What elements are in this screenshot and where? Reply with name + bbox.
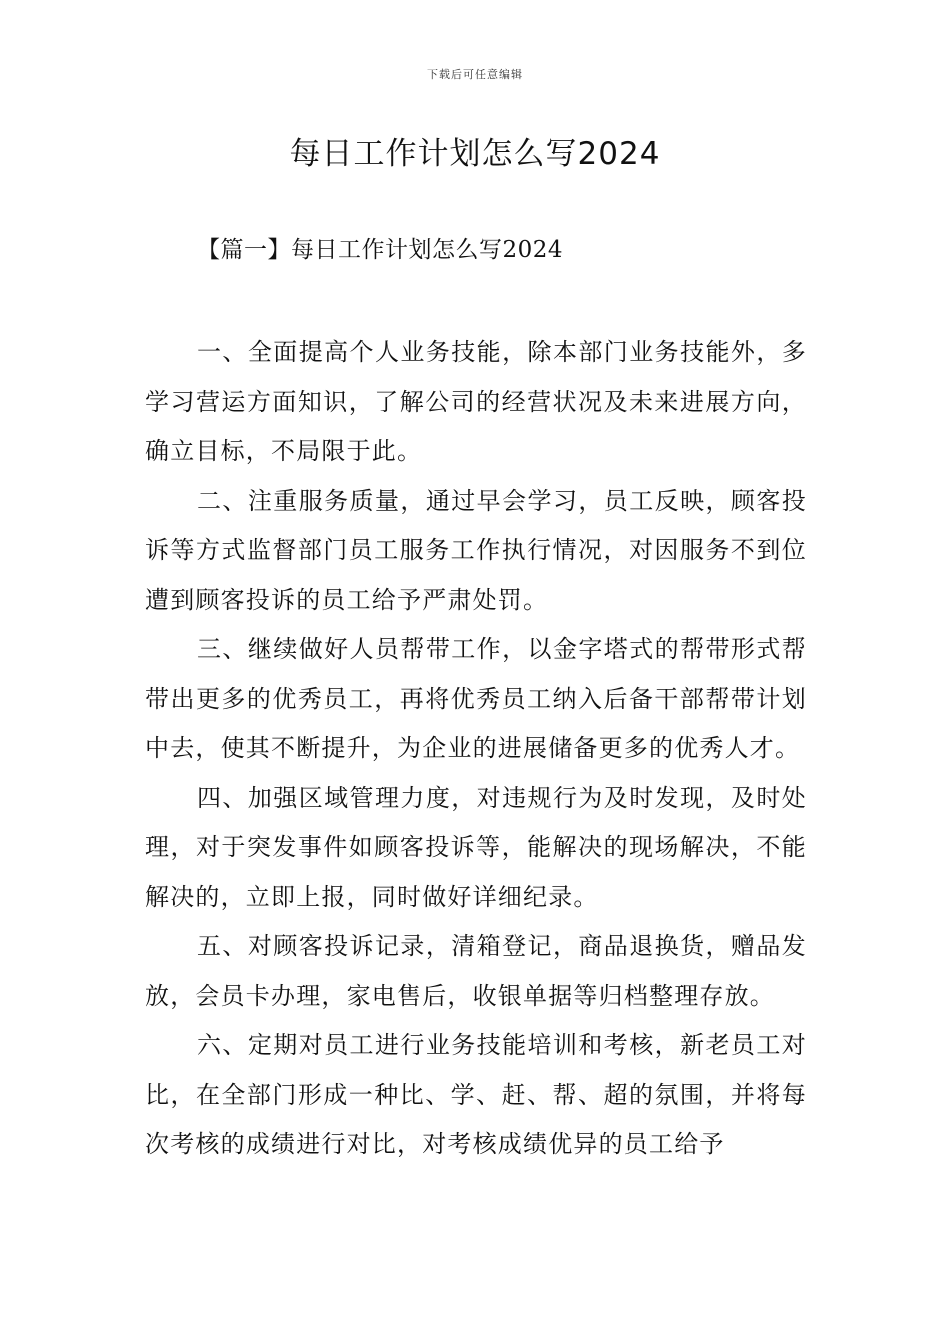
header-note: 下载后可任意编辑	[427, 68, 523, 81]
paragraph-1: 一、全面提高个人业务技能，除本部门业务技能外，多学习营运方面知识，了解公司的经营状况及未来进展方向，确立目标，不局限于此。	[145, 338, 807, 465]
paragraph-5: 五、对顾客投诉记录，清箱登记，商品退换货，赠品发放，会员卡办理，家电售后，收银单据等归档整理存放。	[145, 932, 807, 1010]
paragraph-6: 六、定期对员工进行业务技能培训和考核，新老员工对比，在全部门形成一种比、学、赶、帮、超的氛围，并将每次考核的成绩进行对比，对考核成绩优异的员工给予	[145, 1031, 807, 1158]
document-body	[145, 328, 807, 1170]
section-heading: 【篇一】每日工作计划怎么写2024	[197, 237, 564, 263]
paragraph-4: 四、加强区域管理力度，对违规行为及时发现，及时处理，对于突发事件如顾客投诉等，能解决的现场解决，不能解决的，立即上报，同时做好详细纪录。	[145, 783, 807, 911]
paragraph-2: 二、注重服务质量，通过早会学习，员工反映，顾客投诉等方式监督部门员工服务工作执行情况，对因服务不到位遭到顾客投诉的员工给予严肃处罚。	[145, 486, 807, 614]
paragraph-3: 三、继续做好人员帮带工作，以金字塔式的帮带形式帮带出更多的优秀员工，再将优秀员工纳入后备干部帮带计划中去，使其不断提升，为企业的进展储备更多的优秀人才。	[145, 635, 807, 762]
document-title: 每日工作计划怎么写2024	[289, 136, 661, 172]
